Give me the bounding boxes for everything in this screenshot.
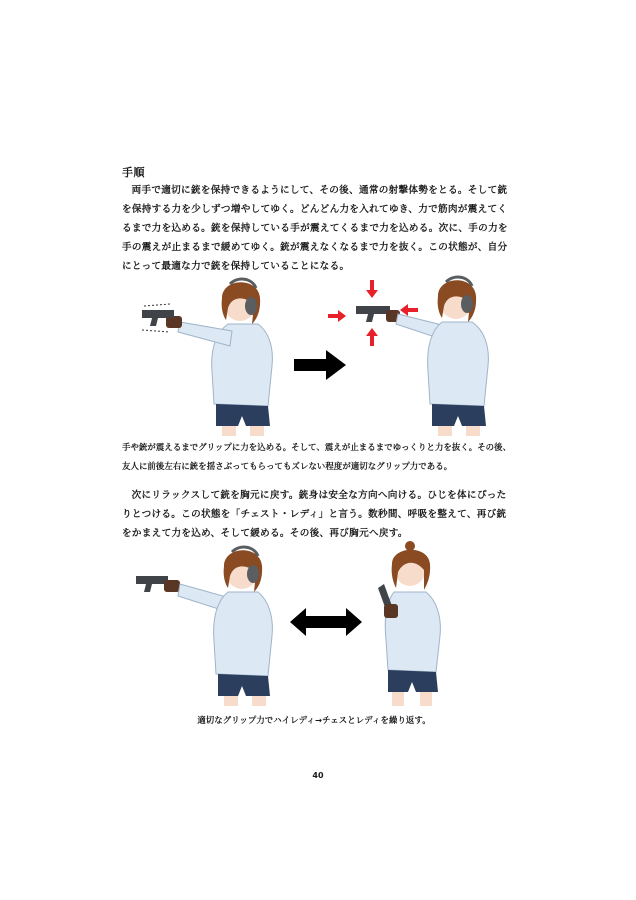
section-heading: 手順 (122, 166, 145, 179)
figure-high-ready (134, 546, 280, 706)
caption-grip: 手や銃が震えるまでグリップに力を込める。そして、震えが止まるまでゆっくりと力を抜く。その後、友人に前後左右に銃を揺さぶってもらってもズレない程度が適切なグリップ力である。 (122, 442, 512, 471)
figure-grip-strain (140, 276, 280, 436)
page-number: 40 (312, 771, 324, 780)
figure-chest-ready (370, 540, 450, 706)
paragraph-chest-ready: 次にリラックスして銃を胸元に戻す。銃身は安全な方向へ向ける。ひじを体にぴったりとつける。この状態を「チェスト・レディ」と言う。数秒間、呼吸を整えて、再び銃をかまえて力を込め、そして緩める。その後、再び胸元へ戻す。 (122, 490, 507, 539)
figure-grip-relaxed (326, 276, 496, 436)
caption-repeat: 適切なグリップ力でハイレディ→チェスとレディを繰り返す。 (197, 715, 431, 725)
double-arrow-icon (290, 608, 362, 636)
paragraph-procedure: 両手で適切に銃を保持できるようにして、その後、通常の射撃体勢をとる。そして銃を保持する力を少しずつ増やしてゆく。どんどん力を入れてゆき、力で筋肉が震えてくるまで力を込める。銃を保持している手が震えてくるまで力を込める。次に、手の力を手の震えが止まるまで緩めてゆく。銃が震えなくなるまで力を抜く。この状態が、自分にとって最適な力で銃を保持していることになる。 (122, 185, 508, 272)
